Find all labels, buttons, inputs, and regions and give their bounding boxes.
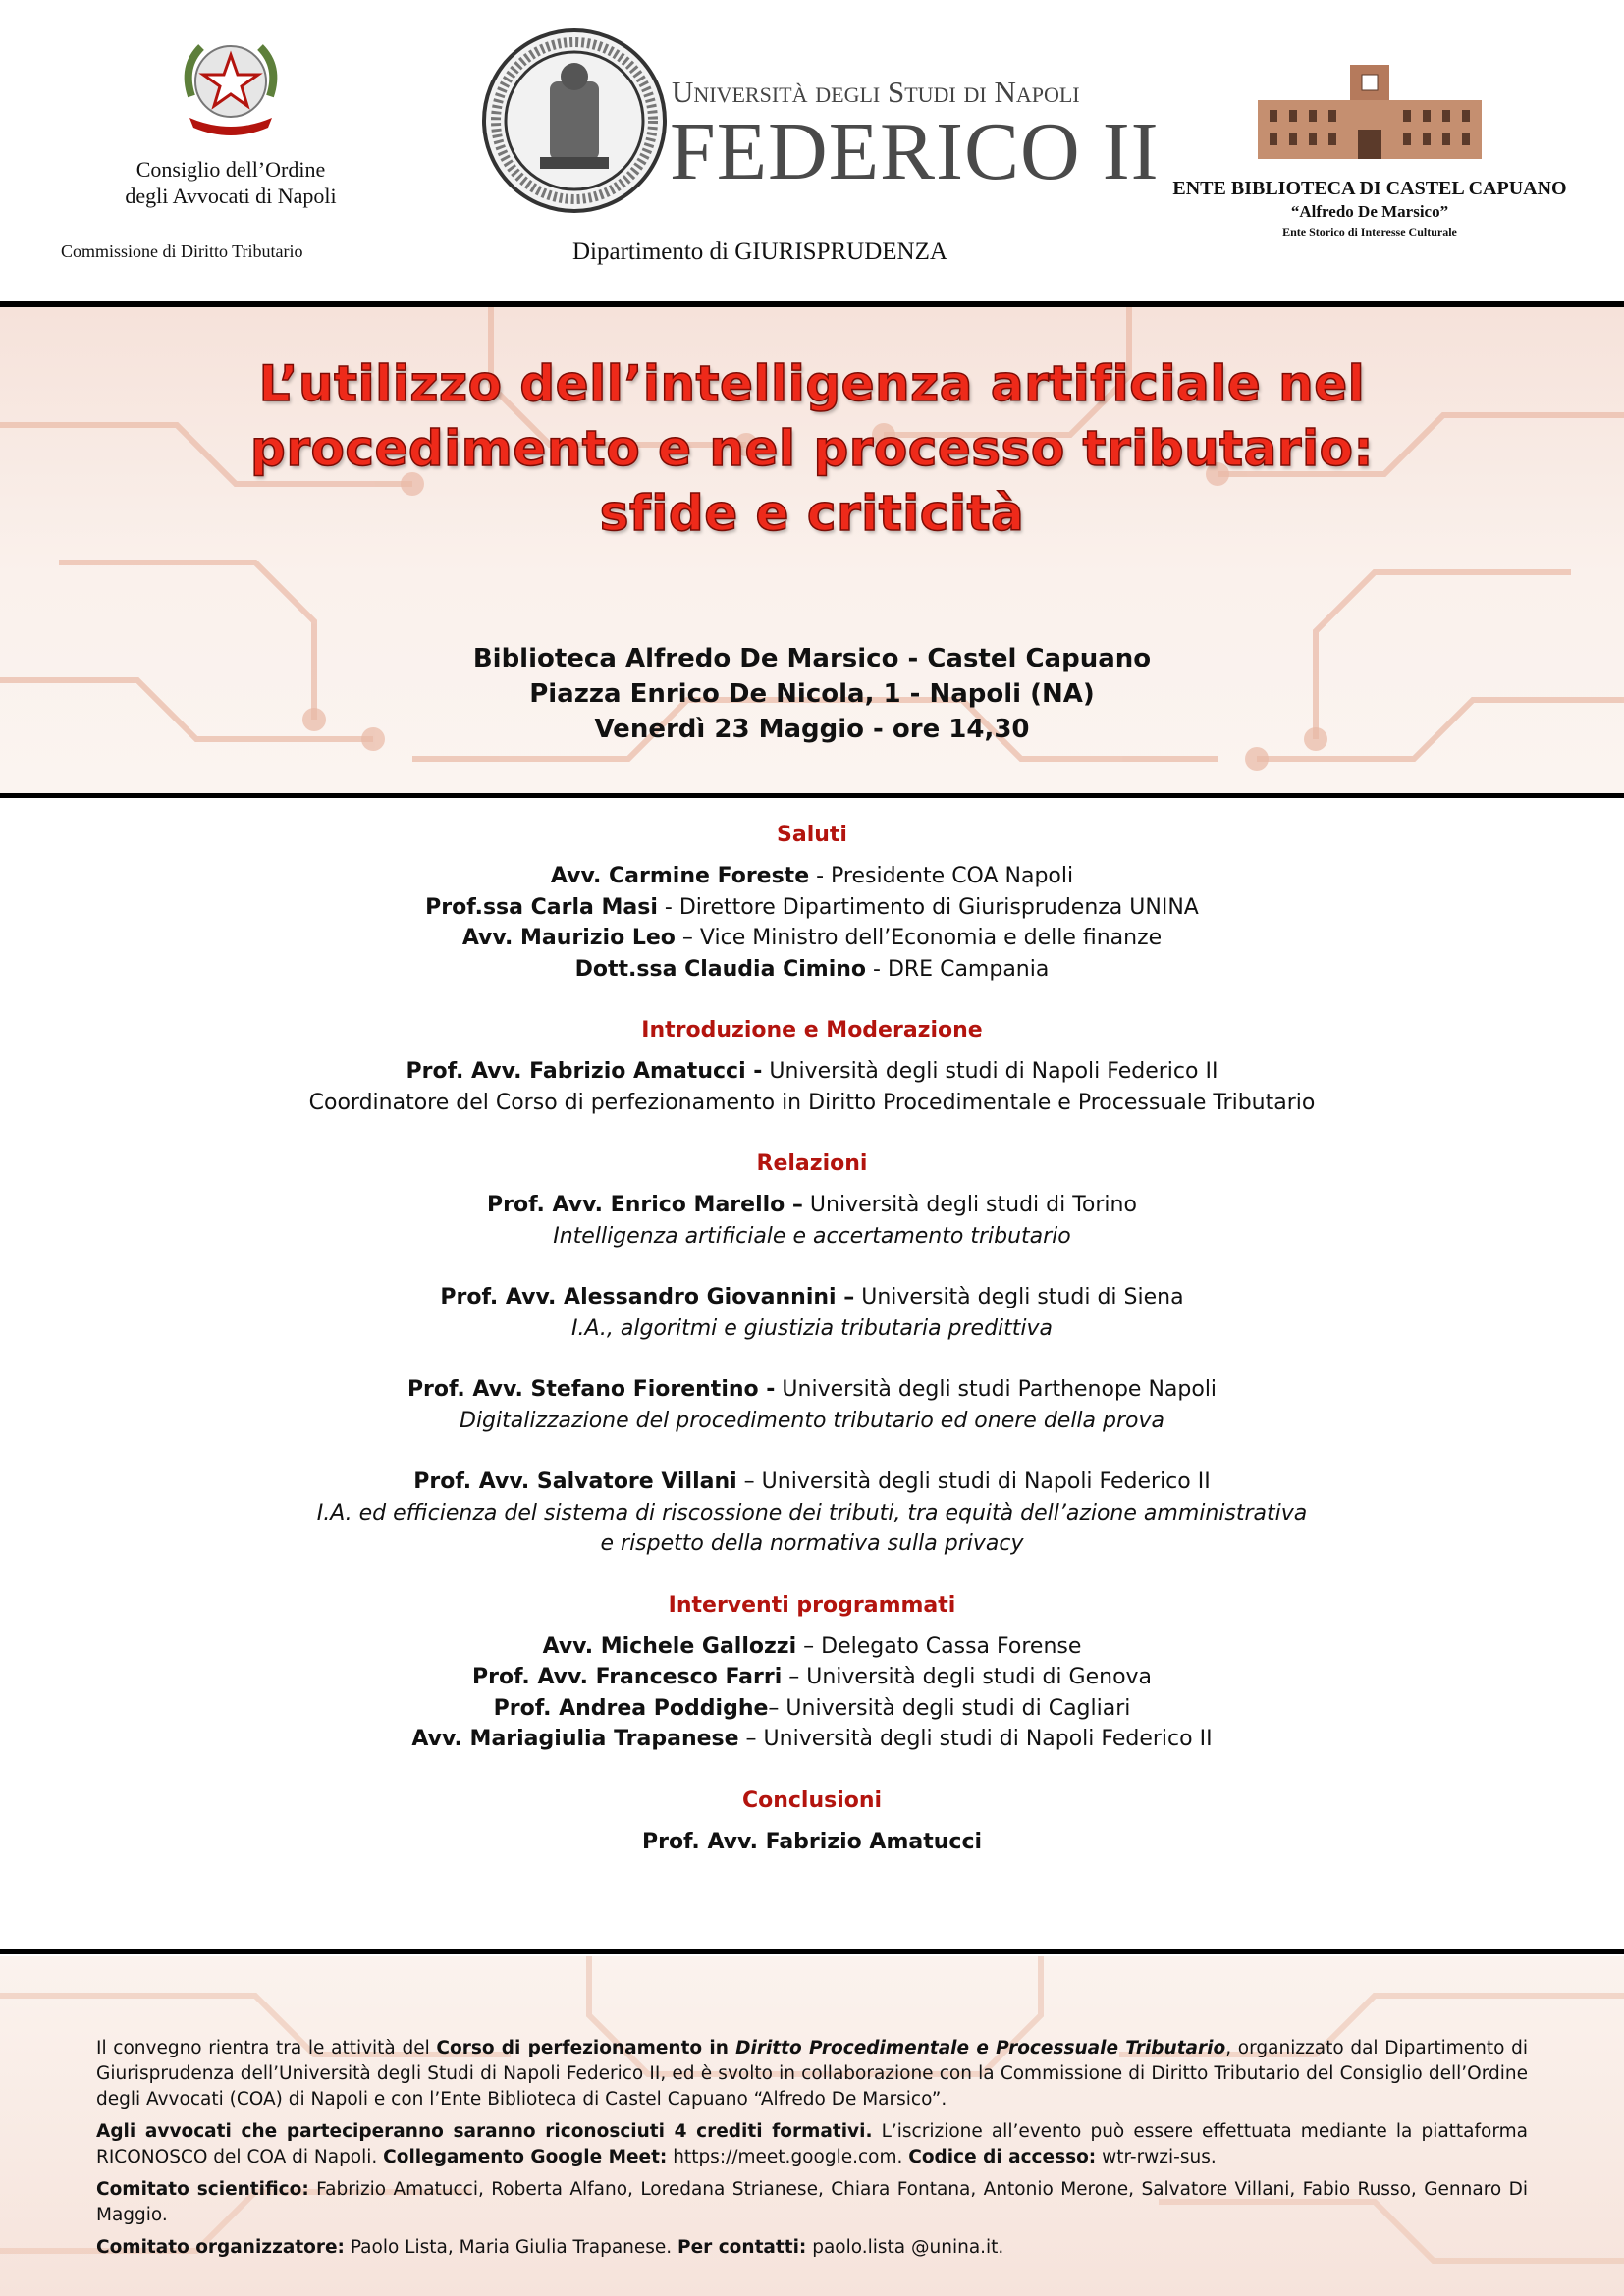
speaker-name: Prof. Avv. Fabrizio Amatucci - [406, 1059, 763, 1084]
speaker-line [0, 1190, 1624, 1221]
speaker-name: Dott.ssa Claudia Cimino [574, 956, 867, 982]
section-heading-introduzione: Introduzione e Moderazione [641, 1018, 983, 1042]
speaker-role: – Università degli studi di Genova [782, 1665, 1153, 1689]
coa-name-line1: Consiglio dell’Ordine [135, 157, 326, 182]
title-line-2: procedimento e nel processo tributario: [250, 420, 1374, 477]
title-banner [0, 307, 1624, 793]
speaker-role: – Università degli studi di Napoli Federico II [736, 1469, 1211, 1494]
speaker-role: – Delegato Cassa Forense [796, 1633, 1082, 1659]
banner-bottom-divider [0, 793, 1624, 798]
coa-commission: Commissione di Diritto Tributario [61, 241, 303, 261]
talk-topic: Intelligenza artificiale e accertamento tributario [553, 1223, 1071, 1249]
library-subtitle-2: Ente Storico di Interesse Culturale [1282, 225, 1457, 239]
speaker-line [0, 1056, 1624, 1088]
footer-paragraph-3: Comitato scientifico: Fabrizio Amatucci, Roberta Alfano, Loredana Strianese, Chiara Fontana, Antonio Merone, Salvatore Villani, Fabio Russo, Gennaro Di Maggio. [96, 2179, 1529, 2225]
department: Dipartimento di GIURISPRUDENZA [572, 239, 947, 265]
section-heading-relazioni: Relazioni [756, 1151, 868, 1176]
speaker-line [0, 1662, 1624, 1693]
speaker-role: Università degli studi di Torino [802, 1193, 1137, 1217]
talk-topic: I.A. ed efficienza del sistema di riscossione dei tributi, tra equità dell’azione amministrativa [316, 1500, 1308, 1525]
speaker-name: Avv. Mariagiulia Trapanese [411, 1727, 739, 1751]
title-line-3: sfide e criticità [599, 485, 1025, 542]
speaker-line [0, 1693, 1624, 1725]
programme [0, 820, 1624, 1857]
speaker-name: Prof.ssa Carla Masi [425, 894, 658, 920]
header [0, 0, 1624, 299]
unina-logo-block [481, 27, 1160, 224]
federico-ii-seal-icon [481, 27, 668, 214]
coa-logo-block [59, 27, 403, 209]
speaker-role-line: Coordinatore del Corso di perfezionamento in Diritto Procedimentale e Processuale Tributario [308, 1090, 1316, 1115]
venue-line-1: Biblioteca Alfredo De Marsico - Castel Capuano [472, 644, 1152, 673]
footer-paragraph-4: Comitato organizzatore: Paolo Lista, Maria Giulia Trapanese. Per contatti: paolo.lista @unina.it. [96, 2237, 1004, 2258]
castel-capuano-building-icon [1252, 61, 1488, 163]
speaker-role: - Presidente COA Napoli [809, 864, 1074, 888]
venue-line-2: Piazza Enrico De Nicola, 1 - Napoli (NA) [529, 679, 1095, 709]
footer-paragraph-1: Il convegno rientra tra le attività del Corso di perfezionamento in Diritto Procedimentale e Processuale Tributario, organizzato dal Dipartimento di Giurisprudenza dell’Università degli Studi di Napoli Federico II, ed è svolto in collaborazione con la Commissione di Diritto Tributario del Consiglio dell’Ordine degli Avvocati (COA) di Napoli e con l’Ente Biblioteca di Castel Capuano “Alfredo De Marsico”. [96, 2038, 1528, 2109]
speaker-name: Prof. Avv. Enrico Marello – [487, 1193, 803, 1217]
footer-text [96, 2036, 1528, 2268]
speaker-name: Prof. Avv. Francesco Farri [471, 1665, 783, 1689]
italian-republic-emblem-icon [172, 27, 290, 145]
speaker-line [0, 861, 1624, 892]
speaker-role: – Vice Ministro dell’Economia e delle finanze [675, 926, 1163, 950]
speaker-role: Università degli studi di Napoli Federico II [762, 1059, 1218, 1084]
speaker-name: Prof. Avv. Salvatore Villani [413, 1469, 737, 1494]
speaker-line [0, 1282, 1624, 1313]
speaker-role: – Università degli studi di Cagliari [768, 1695, 1131, 1721]
section-heading-saluti: Saluti [777, 823, 847, 847]
speaker-name: Avv. Maurizio Leo [461, 926, 676, 950]
speaker-line [0, 954, 1624, 986]
unina-line1: Università degli Studi di Napoli [672, 75, 1080, 109]
library-name: ENTE BIBLIOTECA DI CASTEL CAPUANO [1172, 178, 1567, 199]
coa-name-line2: degli Avvocati di Napoli [125, 184, 337, 208]
section-heading-conclusioni: Conclusioni [741, 1788, 883, 1813]
speaker-role: – Università degli studi di Napoli Federico II [738, 1727, 1213, 1751]
speaker-line [0, 1724, 1624, 1755]
speaker-line [0, 892, 1624, 924]
footer-top-divider [0, 1949, 1624, 1954]
venue-line-3: Venerdì 23 Maggio - ore 14,30 [594, 715, 1030, 744]
title-line-1: L’utilizzo dell’intelligenza artificiale nel [258, 355, 1366, 412]
speaker-role: - DRE Campania [866, 956, 1050, 982]
talk-topic-continued: e rispetto della normativa sulla privacy [600, 1531, 1024, 1556]
talk-topic: Digitalizzazione del procedimento tributario ed onere della prova [460, 1408, 1164, 1433]
meet-link[interactable]: https://meet.google.com. [667, 2147, 909, 2167]
section-heading-interventi: Interventi programmati [668, 1592, 956, 1618]
speaker-line [0, 1467, 1624, 1498]
speaker-name: Prof. Avv. Alessandro Giovannini – [440, 1285, 855, 1309]
library-subtitle: “Alfredo De Marsico” [1290, 202, 1449, 221]
speaker-name: Prof. Andrea Poddighe [493, 1695, 769, 1721]
speaker-name: Avv. Carmine Foreste [550, 864, 810, 888]
speaker-role: Università degli studi Parthenope Napoli [775, 1377, 1218, 1402]
speaker-line [0, 1374, 1624, 1406]
contact-email[interactable]: paolo.lista @unina.it. [806, 2237, 1004, 2258]
speaker-role: Università degli studi di Siena [854, 1285, 1184, 1309]
unina-line2: FEDERICO II [670, 106, 1160, 197]
speaker-line [0, 1631, 1624, 1663]
speaker-line [0, 923, 1624, 954]
speaker-name: Prof. Avv. Fabrizio Amatucci [641, 1829, 983, 1854]
talk-topic: I.A., algoritmi e giustizia tributaria predittiva [570, 1315, 1054, 1341]
footer-paragraph-2: Agli avvocati che parteciperanno saranno riconosciuti 4 crediti formativi. L’iscrizione all’evento può essere effettuata mediante la piattaforma RICONOSCO del COA di Napoli. Collegamento Google Meet: https://meet.google.com. Codice di accesso: wtr-rwzi-sus. [96, 2121, 1528, 2167]
speaker-name: Prof. Avv. Stefano Fiorentino - [406, 1377, 776, 1402]
event-title [0, 351, 1624, 546]
speaker-role: - Direttore Dipartimento di Giurisprudenza UNINA [657, 894, 1199, 920]
speaker-name: Avv. Michele Gallozzi [542, 1633, 797, 1659]
event-venue [0, 641, 1624, 747]
library-logo-block [1139, 61, 1600, 240]
